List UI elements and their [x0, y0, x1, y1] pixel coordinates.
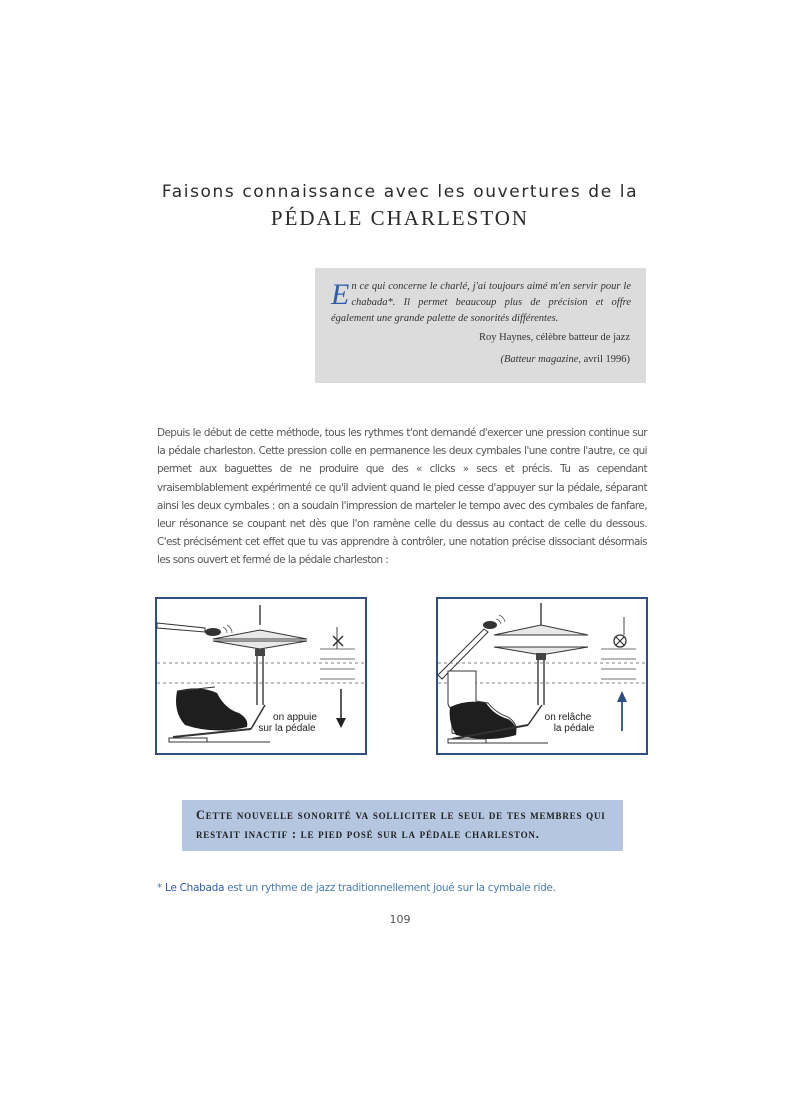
- quote-author: Roy Haynes, célèbre batteur de jazz: [478, 332, 630, 343]
- quote-source-date: avril 1996): [581, 354, 630, 365]
- callout-text: Cette nouvelle sonorité va solliciter le seul de tes membres qui restait inactif : le pied posé sur la pédale charleston.: [196, 808, 606, 841]
- footnote: [157, 882, 556, 894]
- quote-source-title: (Batteur magazine,: [500, 354, 581, 365]
- quote-source: [501, 354, 631, 365]
- quote-text-block: [331, 279, 631, 327]
- footnote-mark: *: [157, 882, 165, 894]
- quote-dropcap: E: [331, 278, 350, 311]
- pedal-pressed-diagram: [155, 597, 367, 755]
- pedal-released-diagram: [436, 597, 648, 755]
- callout-box: [182, 800, 623, 851]
- page-title-line1: Faisons connaissance avec les ouvertures de la: [161, 182, 639, 202]
- diagram-right-label-line1: on relâche: [544, 712, 592, 723]
- quote-box: [315, 268, 646, 383]
- body-paragraph: Depuis le début de cette méthode, tous les rythmes t'ont demandé d'exercer une pression continue sur la pédale charleston. Cette pression colle en permanence les deux cymbales l'une contre l'autre, ce qui permet aux baguettes de ne produire que des « clicks » secs et précis. Tu as cependant vraisemblablement expérimenté ce qu'il advient quand le pied cesse d'appuyer sur la pédale, séparant ainsi les deux cymbales : on a soudain l'impression de marteler le tempo avec des cymbales de fanfare, leur résonance se coupant net dès que l'on ramène celle du dessus au contact de celle du dessous. C'est précisément cet effet que tu vas apprendre à contrôler, une notation précise dissociant désormais les sons ouvert et fermé de la pédale charleston :: [157, 427, 647, 567]
- page-number: 109: [389, 913, 411, 926]
- diagram-left-label-line2: sur la pédale: [258, 723, 316, 734]
- diagram-right-label-line2: la pédale: [553, 723, 595, 734]
- diagram-left-label-line1: on appuie: [273, 712, 317, 723]
- quote-text: n ce qui concerne le charlé, j'ai toujours aimé m'en servir pour le chabada*. Il permet beaucoup plus de précision et offre également une grande palette de sonorités différentes.: [331, 281, 631, 324]
- footnote-term: Le Chabada: [165, 882, 225, 894]
- page-title-line2: PÉDALE CHARLESTON: [270, 206, 530, 230]
- footnote-text: est un rythme de jazz traditionnellement joué sur la cymbale ride.: [224, 882, 556, 894]
